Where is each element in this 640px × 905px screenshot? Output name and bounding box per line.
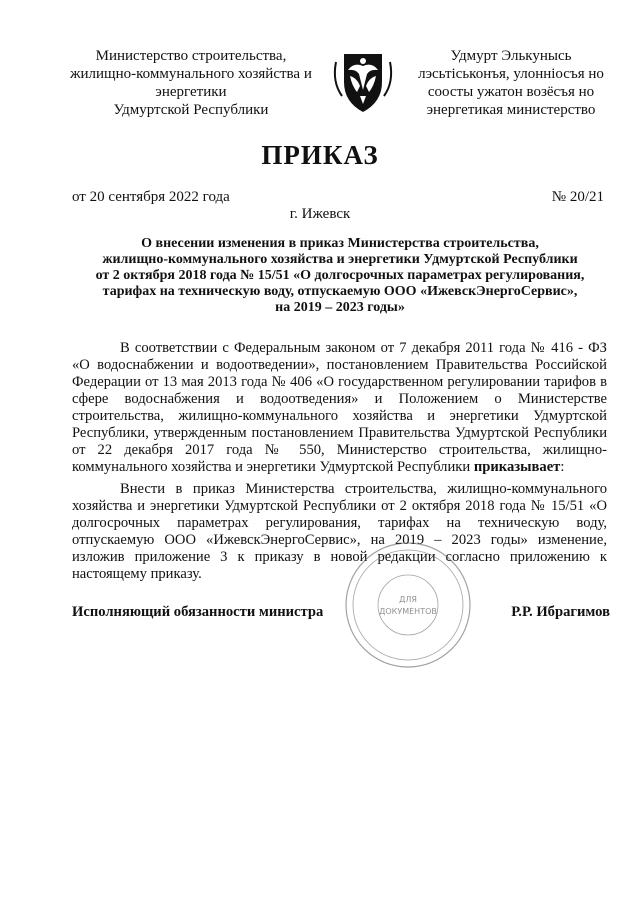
preamble-colon: : bbox=[560, 459, 565, 475]
coat-of-arms-icon bbox=[330, 52, 396, 114]
stamp-line-1: ДЛЯ bbox=[399, 595, 417, 604]
ministry-name-udmurt: Удмурт Элькунысь лэсьтiськонъя, улоннiосъя но соосты ужатон возёсъя но энергетикая министерство bbox=[418, 48, 604, 118]
official-stamp bbox=[340, 540, 475, 670]
document-city: г. Ижевск bbox=[289, 206, 351, 222]
order-paragraph: Внести в приказ Министерства строительства, жилищно-коммунального хозяйства и энергетики Удмуртской Республики от 2 октября 2018 года № 15/51 «О долгосрочных параметрах регулирования, тарифах на техническую воду, отпускаемую ООО «ИжевскЭнергоСервис», на 2019 – 2023 годы» изменение, изложив приложение 3 к приказу в новой редакции согласно приложению к настоящему приказу. bbox=[72, 481, 607, 582]
order-verb: приказывает bbox=[473, 459, 561, 475]
preamble-text: В соответствии с Федеральным законом от 7 декабря 2011 года № 416 - ФЗ «О водоснабжении и водоотведении», постановлением Правительства Российской Федерации от 13 мая 2013 года № 406 «О государственном регулировании тарифов в сфере водоснабжения и водоотведения» и Положением о Министерстве строительства, жилищно-коммунального хозяйства и энергетики Удмуртской Республики, утвержденным постановлением Правительства Удмуртской Республики от 22 декабря 2017 года № 550, Министерство строительства, жилищно-коммунального хозяйства и энергетики Удмуртской Республики bbox=[72, 340, 607, 475]
document-subject: О внесении изменения в приказ Министерства строительства, жилищно-коммунального хозяйства и энергетики Удмуртской Республики от 2 октября 2018 года № 15/51 «О долгосрочных параметрах регулирования, тарифах на техническую воду, отпускаемую ООО «ИжевскЭнергоСервис», на 2019 – 2023 годы» bbox=[95, 236, 585, 315]
document-number: № 20/21 bbox=[551, 189, 604, 205]
ministry-name-russian: Министерство строительства, жилищно-коммунального хозяйства и энергетики Удмуртской Республики bbox=[70, 48, 312, 118]
document-title: ПРИКАЗ bbox=[261, 140, 379, 170]
signatory-title: Исполняющий обязанности министра bbox=[72, 604, 324, 620]
preamble-paragraph bbox=[72, 340, 607, 476]
stamp-line-2: ДОКУМЕНТОВ bbox=[379, 607, 437, 616]
document-date: от 20 сентября 2022 года bbox=[72, 189, 230, 205]
signatory-name: Р.Р. Ибрагимов bbox=[511, 604, 610, 620]
